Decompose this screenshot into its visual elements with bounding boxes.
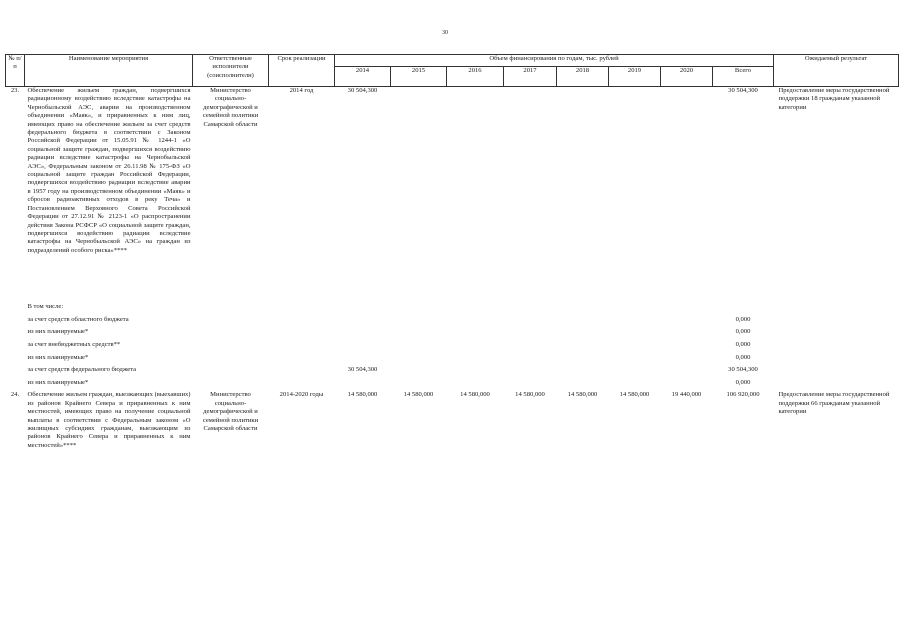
header-year: 2014 (335, 67, 391, 87)
subtotal-value (335, 354, 391, 367)
subtotal-label: из них планируемые* (27, 328, 89, 336)
subtotal-row (6, 354, 899, 367)
row-value: 14 580,000 (619, 391, 650, 399)
row-value (661, 87, 713, 256)
subtotal-total: 0,000 (735, 353, 751, 361)
row-value: 14 580,000 (567, 391, 598, 399)
row-total: 106 920,000 (726, 391, 760, 399)
subtotal-label: В том числе: (27, 303, 64, 311)
row-number: 23. (10, 87, 20, 94)
subtotal-total: 0,000 (735, 315, 751, 323)
row-result: Предоставление меры государственной поддержки 18 гражданам указанной категории (778, 87, 890, 111)
row-name: Обеспечение жильем граждан, подвергшихся радиационному воздействию вследствие катастрофы на Чернобыльской АЭС, аварии на производственном объединении «Маяк», и приравненных к ним лиц, имеющих право на обеспечение жильем за счет средств федерального бюджета в соответствии с Законом Российской Федерации от 15.05.91 № 1244-1 «О социальной защите граждан, подвергшихся воздействию радиации вследствие катастрофы на Чернобыльской АЭС», Федеральным законом от 26.11.98 № 175-ФЗ «О социальной защите граждан Российской Федерации, подвергшихся воздействию радиации вследствие аварии в 1957 году на производственном объединении «Маяк» и сбросов радиоактивных отходов в реку Теча» и Постановлением Верховного Совета Российской Федерации от 27.12.91 № 2123-1 «О распространении действия Закона РСФСР «О социальной защите граждан, подвергшихся воздействию радиации вследствие катастрофы на Чернобыльской АЭС» на граждан из подразделений особого риска»**** (27, 87, 191, 254)
subtotal-total: 0,000 (735, 328, 751, 336)
subtotal-row (6, 328, 899, 341)
subtotal-total: 30 504,300 (728, 366, 758, 374)
table-row (6, 391, 899, 450)
subtotal-total: 0,000 (735, 340, 751, 348)
subtotal-value (335, 303, 391, 316)
row-value (447, 87, 504, 256)
header-financing: Объем финансирования по годам, тыс. рублей (335, 55, 774, 67)
subtotal-label: за счет средств областного бюджета (27, 315, 129, 323)
row-number: 24. (10, 391, 20, 399)
header-period: Срок реализации (269, 55, 335, 87)
row-name: Обеспечение жильем граждан, выезжающих (выехавших) из районов Крайнего Севера и приравненных к ним местностей, имеющих право на получение социальной выплаты в соответствии с Федеральным законом «О жилищных субсидиях гражданам, выезжающим из районов Крайнего Севера и приравненных к ним местностей»**** (27, 391, 191, 449)
row-value: 14 580,000 (403, 391, 434, 399)
subtotal-value (335, 341, 391, 354)
subtotal-row (6, 341, 899, 354)
row-value (609, 87, 661, 256)
header-year: 2017 (504, 67, 557, 87)
header-result: Ожидаемый результат (774, 55, 899, 87)
subtotal-row (6, 379, 899, 392)
subtotal-value (335, 328, 391, 341)
subtotal-total (713, 303, 774, 316)
row-value (391, 87, 447, 256)
row-value: 14 580,000 (460, 391, 490, 399)
subtotal-value (335, 379, 391, 392)
header-total: Всего (713, 67, 774, 87)
row-responsible: Министерство социально-демографической и семейной политики Самарской области (202, 87, 259, 128)
row-value: 19 440,000 (671, 391, 702, 399)
header-num: № п/п (6, 55, 25, 87)
header-year: 2020 (661, 67, 713, 87)
subtotal-row (6, 366, 899, 379)
subtotal-value: 30 504,300 (347, 366, 378, 374)
header-responsible: Ответственные исполнители (соисполнители) (193, 55, 269, 87)
row-period: 2014-2020 годы (279, 391, 324, 399)
header-year: 2019 (609, 67, 661, 87)
subtotal-label: из них планируемые* (27, 378, 89, 386)
row-value: 30 504,300 (347, 87, 378, 94)
page-number: 30 (442, 30, 448, 36)
header-year: 2016 (447, 67, 504, 87)
row-total: 30 504,300 (728, 87, 758, 94)
subtotal-label: за счет средств федерального бюджета (27, 366, 137, 374)
subtotal-total: 0,000 (735, 378, 751, 386)
subtotal-row (6, 316, 899, 329)
subtotal-row (6, 303, 899, 316)
table-row (6, 87, 899, 256)
subtotal-label: за счет внебюджетных средств** (27, 340, 121, 348)
row-period: 2014 год (289, 87, 314, 94)
header-year: 2018 (557, 67, 609, 87)
header-name: Наименование мероприятия (25, 55, 193, 87)
row-value: 14 580,000 (347, 391, 378, 399)
row-value (557, 87, 609, 256)
row-result: Предоставление меры государственной поддержки 66 гражданам указанной категории (778, 391, 890, 416)
spacer-row (6, 255, 899, 303)
header-year: 2015 (391, 67, 447, 87)
row-value (504, 87, 557, 256)
financing-table (5, 54, 899, 450)
row-responsible: Министерство социально-демографической и семейной политики Самарской области (202, 391, 259, 432)
subtotal-value (335, 316, 391, 329)
row-value: 14 580,000 (515, 391, 545, 399)
subtotal-label: из них планируемые* (27, 353, 89, 361)
